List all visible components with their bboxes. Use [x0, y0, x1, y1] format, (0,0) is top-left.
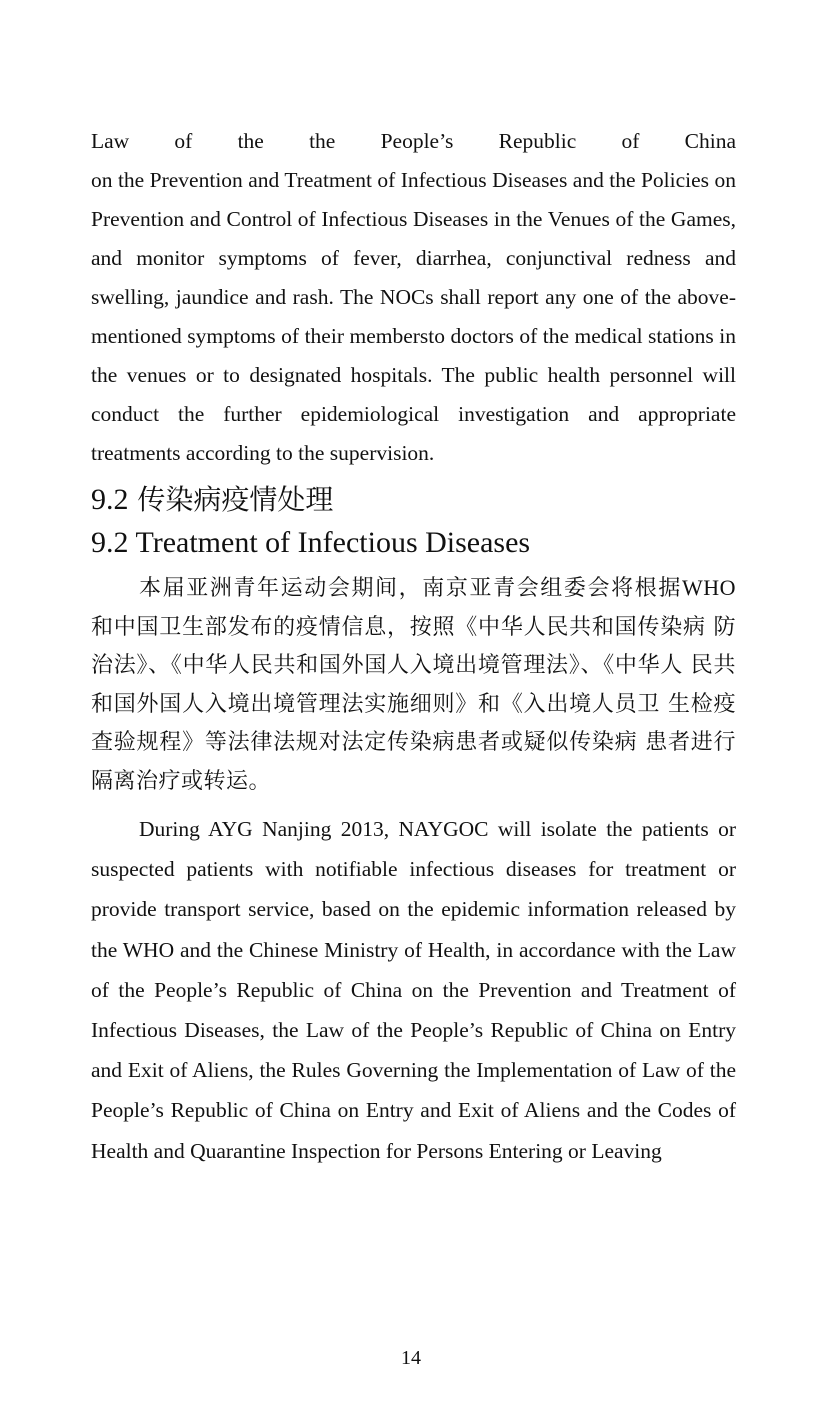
section-heading-zh	[91, 479, 736, 521]
paragraph-zh-part-1: 本届亚洲青年运动会期间，南京亚青会组委会将根据	[139, 576, 682, 601]
section-title-zh: 传染病疫情处理	[137, 483, 334, 516]
page-content	[91, 122, 736, 1171]
paragraph-en: During AYG Nanjing 2013, NAYGOC will isolate the patients or suspected patients with notifiable infectious diseases for treatment or provide transport service, based on the epidemic information released by the WHO and the Chinese Ministry of Health, in accordance with the Law of the People’s Republic of China on the Prevention and Treatment of Infectious Diseases, the Law of the People’s Republic of China on Entry and Exit of Aliens, the Rules Governing the Implementation of Law of the People’s Republic of China on Entry and Exit of Aliens and the Codes of Health and Quarantine Inspection for Persons Entering or Leaving	[91, 817, 736, 1163]
paragraph-zh	[91, 569, 736, 801]
page-number: 14	[401, 1347, 421, 1369]
paragraph-1-body: on the Prevention and Treatment of Infectious Diseases and the Policies on Prevention and Control of Infectious Diseases in the Venues of the Games, and monitor symptoms of fever, diarrhea, conjunctival redness and swelling, jaundice and rash. The NOCs shall report any one of the above-mentioned symptoms of their membersto doctors of the medical stations in the venues or to designated hospitals. The public health personnel will conduct the further epidemiological investigation and appropriate treatments according to the supervision.	[91, 168, 736, 465]
paragraph-zh-who: WHO	[681, 575, 736, 600]
section-number: 9.2	[91, 483, 129, 516]
paragraph-zh-part-2: 和中国卫生部发布的疫情信息，按照《中华人民共和国传染病 防治法》、《中华人民共和国外国人入境出境管理法》、《中华人 民共和国外国人入境出境管理法实施细则》和《入出境人员卫 生检疫查验规程》等法律法规对法定传染病患者或疑似传染病 患者进行隔离治疗或转运。	[91, 614, 736, 794]
section-heading-en: 9.2 Treatment of Infectious Diseases	[91, 526, 531, 559]
paragraph-1-first-line: Law of the the People’s Republic of China	[91, 129, 736, 153]
